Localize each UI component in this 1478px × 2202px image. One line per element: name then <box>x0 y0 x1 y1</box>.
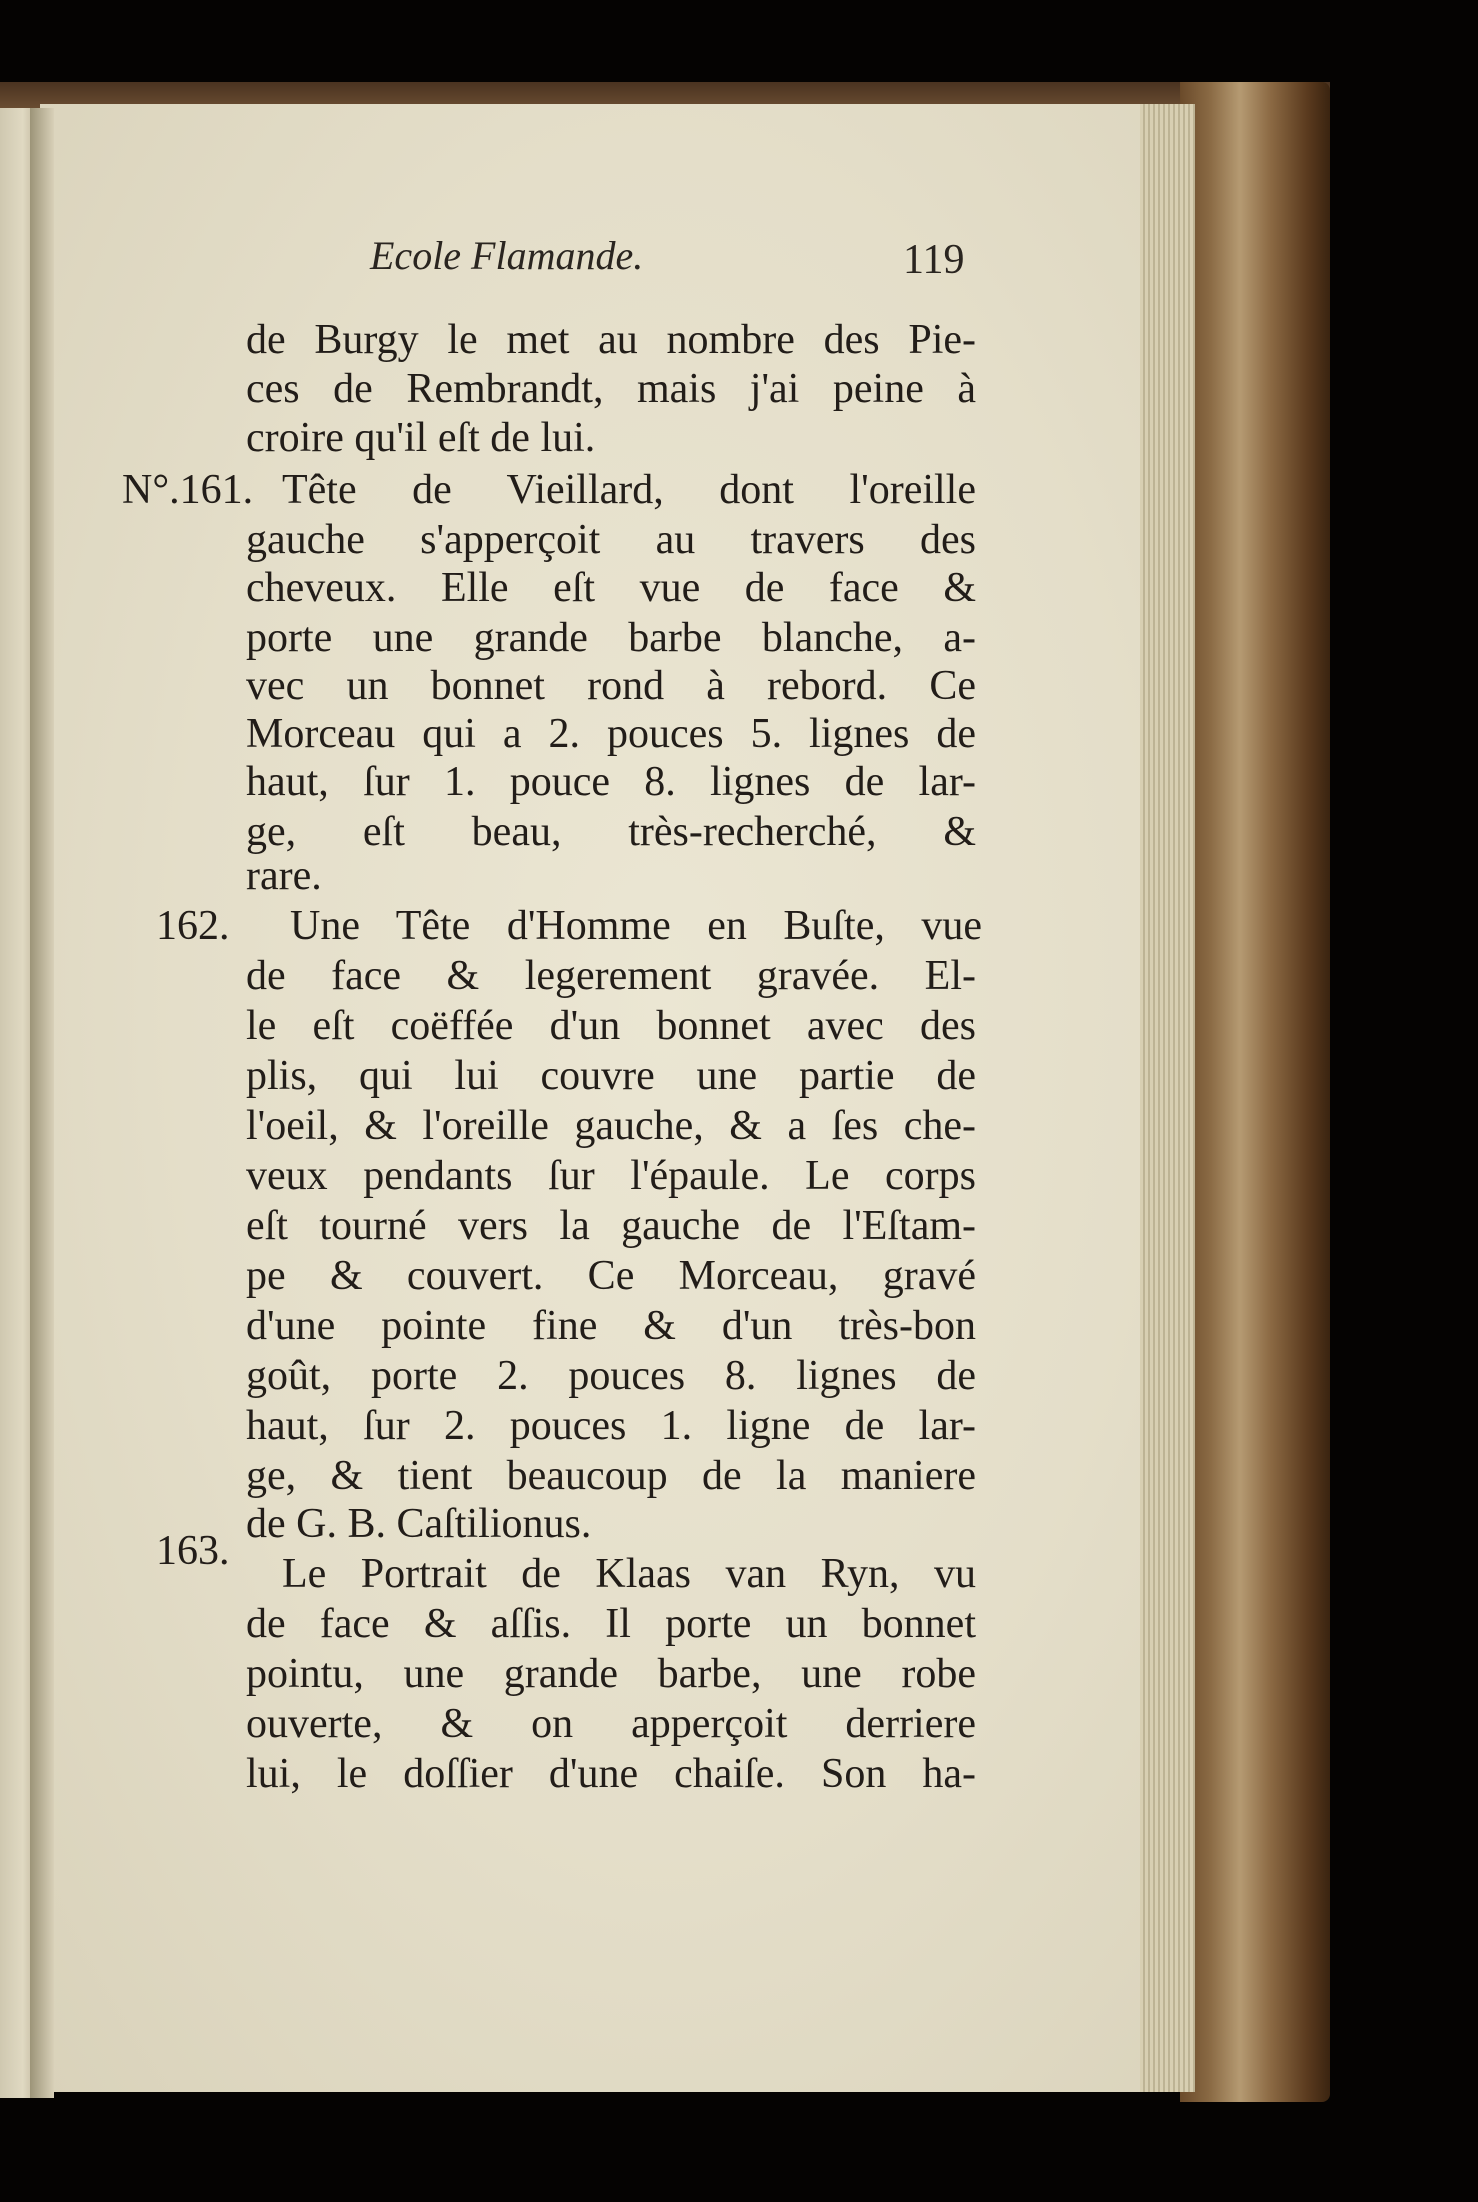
text-line: pointu, une grande barbe, une robe <box>246 1651 976 1697</box>
text-line: rare. <box>246 853 322 899</box>
text-line: gauche s'apperçoit au travers des <box>246 517 976 563</box>
page-number: 119 <box>903 237 965 283</box>
text-line: haut, ſur 2. pouces 1. ligne de lar- <box>246 1403 976 1449</box>
text-line: d'une pointe fine & d'un très-bon <box>246 1303 976 1349</box>
text-line: Le Portrait de Klaas van Ryn, vu <box>282 1551 976 1597</box>
text-line: goût, porte 2. pouces 8. lignes de <box>246 1353 976 1399</box>
text-line: l'oeil, & l'oreille gauche, & a ſes che- <box>246 1103 976 1149</box>
text-line: de G. B. Caſtilionus. <box>246 1501 592 1547</box>
text-line: le eſt coëffée d'un bonnet avec des <box>246 1003 976 1049</box>
text-line: de face & aſſis. Il porte un bonnet <box>246 1601 976 1647</box>
text-line: haut, ſur 1. pouce 8. lignes de lar- <box>246 759 976 805</box>
text-line: ge, & tient beaucoup de la maniere <box>246 1453 976 1499</box>
text-line: Tête de Vieillard, dont l'oreille <box>282 467 976 513</box>
text-line: ge, eſt beau, très-recherché, & <box>246 809 976 855</box>
entry-number-162: 162. <box>156 903 230 949</box>
page-stack-edges <box>1140 104 1195 2092</box>
text-line: vec un bonnet rond à rebord. Ce <box>246 663 976 709</box>
leather-cover <box>1180 82 1330 2102</box>
entry-number-163: 163. <box>156 1528 230 1574</box>
text-line: Morceau qui a 2. pouces 5. lignes de <box>246 711 976 757</box>
text-line: veux pendants ſur l'épaule. Le corps <box>246 1153 976 1199</box>
text-line: ouverte, & on apperçoit derriere <box>246 1701 976 1747</box>
entry-number-161: N°.161. <box>122 467 254 513</box>
text-line: lui, le doſſier d'une chaiſe. Son ha- <box>246 1751 976 1797</box>
text-line: Une Tête d'Homme en Buſte, vue <box>290 903 982 949</box>
text-line: porte une grande barbe blanche, a- <box>246 615 976 661</box>
text-line: cheveux. Elle eſt vue de face & <box>246 565 976 611</box>
text-line: plis, qui lui couvre une partie de <box>246 1053 976 1099</box>
page-gutter <box>30 108 54 2098</box>
text-line: ces de Rembrandt, mais j'ai peine à <box>246 366 976 412</box>
text-line: de Burgy le met au nombre des Pie- <box>246 317 976 363</box>
text-line: croire qu'il eſt de lui. <box>246 415 596 461</box>
text-line: pe & couvert. Ce Morceau, gravé <box>246 1253 976 1299</box>
running-header: Ecole Flamande. <box>370 233 644 278</box>
text-line: de face & legerement gravée. El- <box>246 953 976 999</box>
text-line: eſt tourné vers la gauche de l'Eſtam- <box>246 1203 976 1249</box>
